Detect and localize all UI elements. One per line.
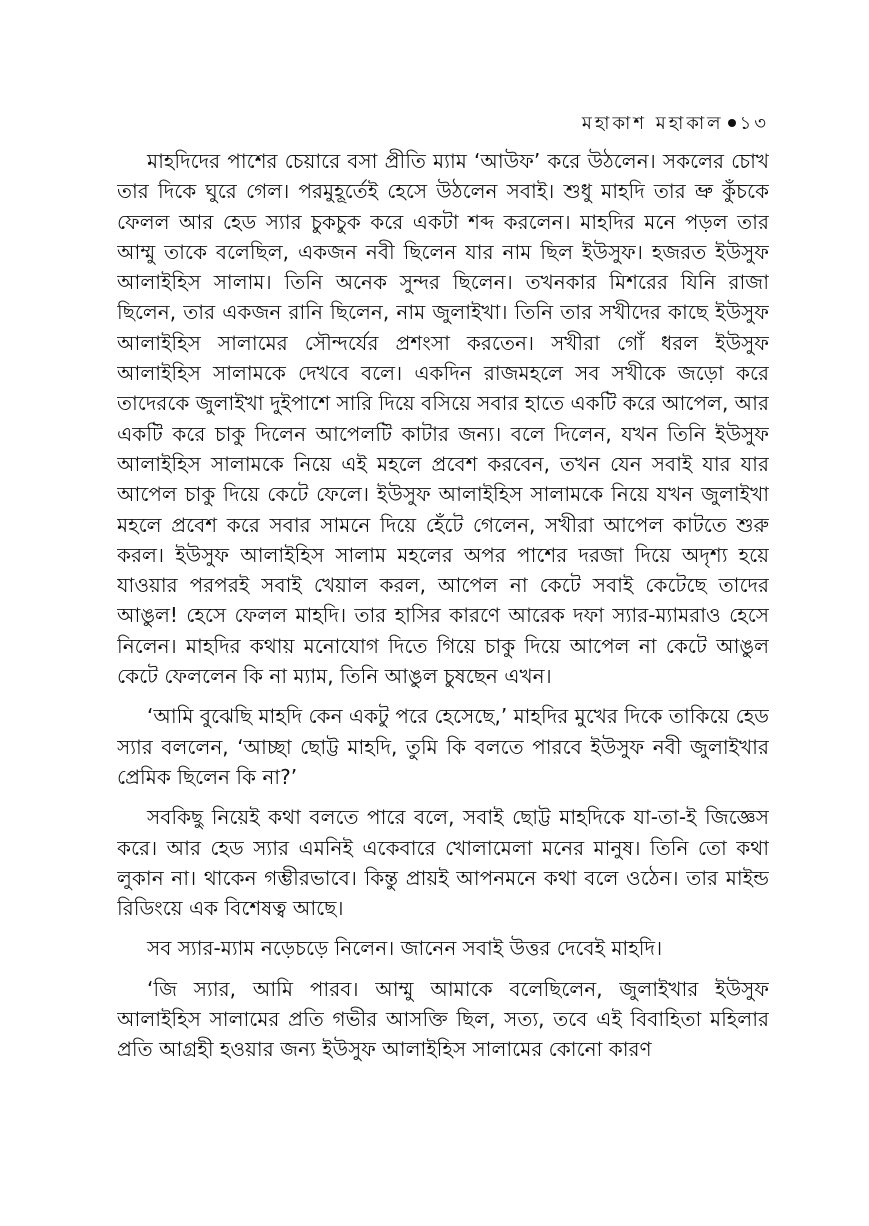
paragraph: ‘জি স্যার, আমি পারব। আম্মু আমাকে বলেছিলেন, জুলাইখার ইউসুফ আলাইহিস সালামের প্রতি গভীর আসক্তি ছিল, সত্য, তবে এই বিবাহিতা মহিলার প্রতি আগ্রহী হওয়ার জন্য ইউসুফ আলাইহিস সালামের কোনো কারণ xyxy=(117,976,769,1062)
paragraph: সবকিছু নিয়েই কথা বলতে পারে বলে, সবাই ছোট্ট মাহদিকে যা-তা-ই জিজ্ঞেস করে। আর হেড স্যার এমনিই একেবারে খোলামেলা মনের মানুষ। তিনি তো কথা লুকান না। থাকেন গম্ভীরভাবে। কিন্তু প্রায়ই আপনমনে কথা বলে ওঠেন। তার মাইন্ড রিডিংয়ে এক বিশেষত্ব আছে। xyxy=(117,805,769,921)
paragraph: মাহদিদের পাশের চেয়ারে বসা প্রীতি ম্যাম ‘আউফ’ করে উঠলেন। সকলের চোখ তার দিকে ঘুরে গেল। পরমুহূর্তেই হেসে উঠলেন সবাই। শুধু মাহদি তার ভ্রু কুঁচকে ফেলল আর হেড স্যার চুকচুক করে একটা শব্দ করলেন। মাহদির মনে পড়ল তার আম্মু তাকে বলেছিল, একজন নবী ছিলেন যার নাম ছিল ইউসুফ। হজরত ইউসুফ আলাইহিস সালাম। তিনি অনেক সুন্দর ছিলেন। তখনকার মিশরের যিনি রাজা ছিলেন, তার একজন রানি ছিলেন, নাম জুলাইখা। তিনি তার সখীদের কাছে ইউসুফ আলাইহিস সালামের সৌন্দর্যের প্রশংসা করতেন। সখীরা গোঁ ধরল ইউসুফ আলাইহিস সালামকে দেখবে বলে। একদিন রাজমহলে সব সখীকে জড়ো করে তাদেরকে জুলাইখা দুইপাশে সারি দিয়ে বসিয়ে সবার হাতে একটি করে আপেল, আর একটি করে চাকু দিলেন আপেলটি কাটার জন্য। বলে দিলেন, যখন তিনি ইউসুফ আলাইহিস সালামকে নিয়ে এই মহলে প্রবেশ করবেন, তখন যেন সবাই যার যার আপেল চাকু দিয়ে কেটে ফেলে। ইউসুফ আলাইহিস সালামকে নিয়ে যখন জুলাইখা মহলে প্রবেশ করে সবার সামনে দিয়ে হেঁটে গেলেন, সখীরা আপেল কাটতে শুরু করল। ইউসুফ আলাইহিস সালাম মহলের অপর পাশের দরজা দিয়ে অদৃশ্য হয়ে যাওয়ার পরপরই সবাই খেয়াল করল, আপেল না কেটে সবাই কেটেছে তাদের আঙুল! হেসে ফেলল মাহদি। তার হাসির কারণে আরেক দফা স্যার-ম্যামরাও হেসে নিলেন। মাহদির কথায় মনোযোগ দিতে গিয়ে চাকু দিয়ে আপেল না কেটে আঙুল কেটে ফেললেন কি না ম্যাম, তিনি আঙুল চুষছেন এখন। xyxy=(117,149,769,689)
running-head-title: মহাকাশ মহাকাল xyxy=(581,113,724,134)
body-text xyxy=(117,146,769,1065)
book-page xyxy=(117,104,769,1214)
paragraph: ‘আমি বুঝেছি মাহদি কেন একটু পরে হেসেছে,’ মাহদির মুখের দিকে তাকিয়ে হেড স্যার বললেন, ‘আচ্ছা ছোট্ট মাহদি, তুমি কি বলতে পারবে ইউসুফ নবী জুলাইখার প্রেমিক ছিলেন কি না?’ xyxy=(117,704,769,789)
paragraph: সব স্যার-ম্যাম নড়েচড়ে নিলেন। জানেন সবাই উত্তর দেবেই মাহদি। xyxy=(147,936,663,961)
running-head xyxy=(117,104,769,144)
page-number: ১৩ xyxy=(739,113,769,134)
bullet-separator-icon xyxy=(728,119,736,127)
